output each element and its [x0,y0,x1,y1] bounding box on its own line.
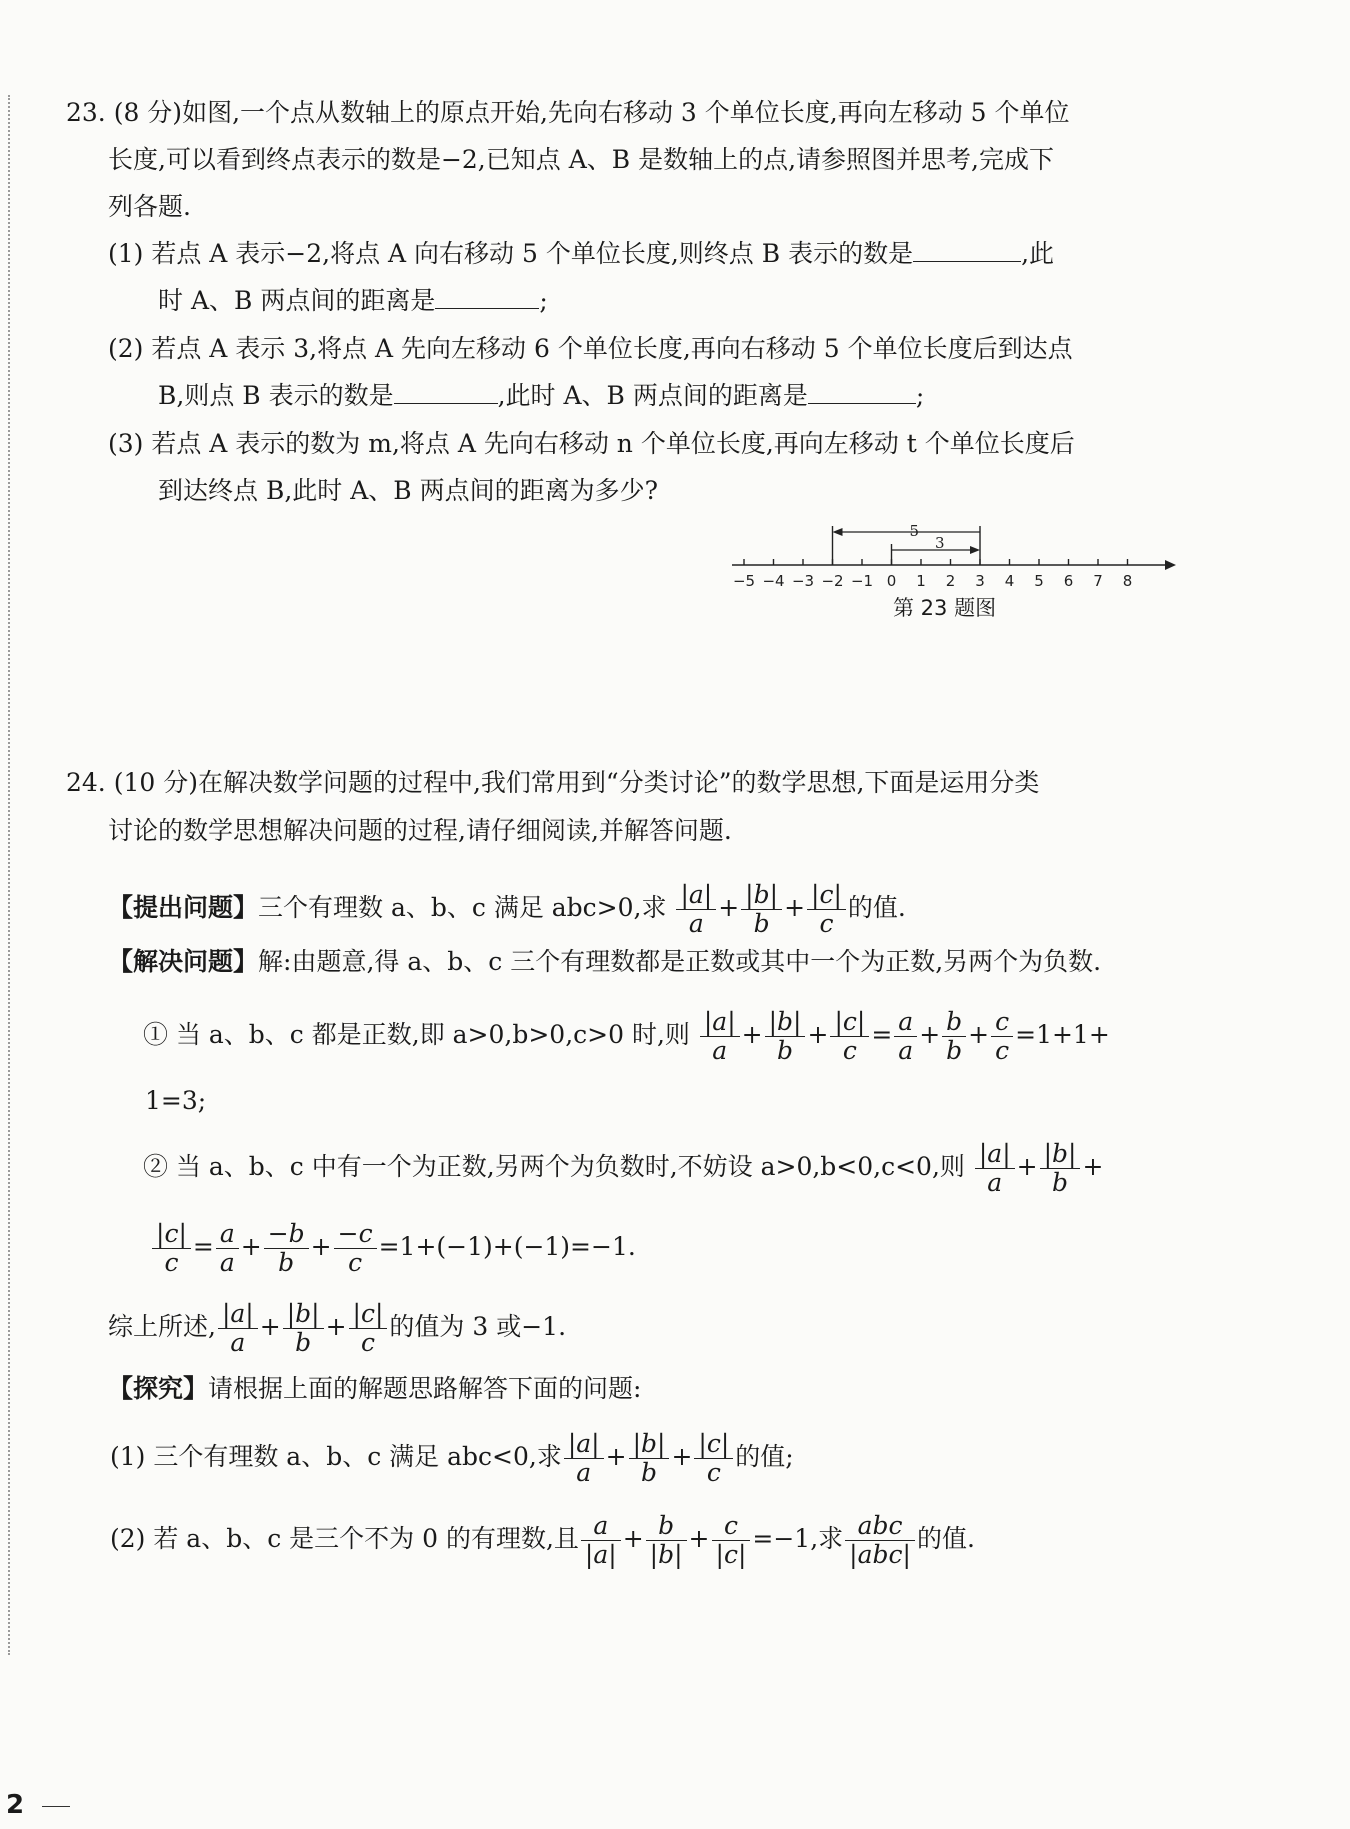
fraction: $\frac{|a|}{a}$ [975,1140,1015,1197]
fraction: $\frac{|c|}{c}$ [694,1430,733,1487]
q24-case1-line2: 1=3; [145,1086,207,1115]
arrow-5-head [833,528,843,536]
e2-text: (2) 若 a、b、c 是三个不为 0 的有理数,且 [110,1524,579,1553]
q24-line1: 24. (10 分)在解决数学问题的过程中,我们常用到“分类讨论”的数学思想,下面是运用分类 [66,768,1040,797]
q23-part1-text: (1) 若点 A 表示−2,将点 A 向右移动 5 个单位长度,则终点 B 表示的数是 [108,239,914,268]
tick-label: −5 [732,572,756,590]
fraction: $\frac{-b}{b}$ [264,1220,309,1277]
figure-caption: 第 23 题图 [893,596,997,620]
tick-label: 5 [1034,572,1044,590]
e1-text: (1) 三个有理数 a、b、c 满足 abc<0,求 [110,1442,562,1471]
solve-label: 【解决问题】 [108,947,259,976]
fraction-abs-b-over-b: $\frac{|b|}{b}$ [741,881,782,938]
fraction: $\frac{-c}{c}$ [334,1220,377,1277]
page-number-dash [42,1806,70,1807]
fraction: $\frac{a}{a}$ [216,1220,239,1277]
fraction: $\frac{|b|}{b}$ [629,1430,670,1487]
q23-line2: 长度,可以看到终点表示的数是−2,已知点 A、B 是数轴上的点,请参照图并思考,完成下 [108,145,1054,174]
fraction: $\frac{|a|}{a}$ [218,1300,258,1357]
answer-blank[interactable] [394,381,498,404]
fraction: $\frac{|c|}{c}$ [830,1008,869,1065]
fraction: $\frac{c}{|c|}$ [712,1512,751,1569]
case1-text: ① 当 a、b、c 都是正数,即 a>0,b>0,c>0 时,则 [143,1020,690,1049]
answer-blank[interactable] [808,381,916,404]
q24-case2-line2: $\frac{|c|}{c}$ = $\frac{a}{a}$ + $\frac{-b}{b}$ + $\frac{-c}{c}$ =1+(−1)+(−1)=−1. [150,1220,636,1277]
q23-part3-line1: (3) 若点 A 表示的数为 m,将点 A 先向右移动 n 个单位长度,再向左移动 t 个单位长度后 [108,429,1075,458]
q24-explore-part2: (2) 若 a、b、c 是三个不为 0 的有理数,且 $\frac{a}{|a|}$ + $\frac{b}{|b|}$ + $\frac{c}{|c|}$ =−1,求 $\frac{\text{abc}}{\text{|abc|}}$ 的值. [110,1511,975,1569]
q24-pose-problem: 【提出问题】三个有理数 a、b、c 满足 abc>0,求 $\frac{|a|}{a}$ + $\frac{|b|}{b}$ + $\frac{|c|}{c}$ 的值. [108,880,906,938]
tick-label: 7 [1093,572,1103,590]
tick-label: 0 [886,572,897,590]
summary-text: 综上所述, [108,1312,216,1341]
summary-end: 的值为 3 或−1. [389,1312,567,1341]
tick-label: −4 [762,572,785,590]
arrow-3-label: 3 [934,534,945,552]
tick-label: 1 [916,572,926,590]
q24-explore-part1: (1) 三个有理数 a、b、c 满足 abc<0,求 $\frac{|a|}{a}$ + $\frac{|b|}{b}$ + $\frac{|c|}{c}$ 的值; [110,1429,794,1487]
q23-part1-line1 [108,237,1054,271]
fraction: $\frac{|b|}{b}$ [765,1008,806,1065]
tick-label: −2 [821,572,844,590]
fraction: $\frac{|c|}{c}$ [349,1300,388,1357]
tick-label: 4 [1004,572,1015,590]
solve-text: 解:由题意,得 a、b、c 三个有理数都是正数或其中一个为正数,另两个为负数. [258,947,1102,976]
case1-tail: =1+1+ [1015,1020,1110,1049]
tick-label: 6 [1063,572,1074,590]
q24-explore [108,1372,641,1406]
q23-part2-end: ; [915,381,925,410]
tick-label: 8 [1122,572,1133,590]
q23-part1-end: ; [539,286,548,315]
fraction-abs-c-over-c: $\frac{|c|}{c}$ [807,881,846,938]
tick-label: 2 [945,572,956,590]
page-number: 2 [6,1790,25,1820]
axis-arrowhead [1165,560,1176,570]
fraction: $\frac{|b|}{b}$ [283,1300,324,1357]
fraction: $\frac{|b|}{b}$ [1040,1140,1081,1197]
fraction: $\frac{b}{b}$ [942,1008,966,1065]
q24-case1: ① 当 a、b、c 都是正数,即 a>0,b>0,c>0 时,则 $\frac{|a|}{a}$ + $\frac{|b|}{b}$ + $\frac{|c|}{c}$ = $\frac{a}{a}$ + $\frac{b}{b}$ + $\frac{c}{c}$ =1+1+ [143,1007,1110,1065]
q24-case2: ② 当 a、b、c 中有一个为正数,另两个为负数时,不妨设 a>0,b<0,c<0,则 $\frac{|a|}{a}$ + $\frac{|b|}{b}$ + [143,1139,1104,1197]
tick-label: −3 [791,572,815,590]
pose-end: 的值. [847,893,906,922]
tick-label: −1 [850,572,874,590]
q23-part2-mid: ,此时 A、B 两点间的距离是 [497,381,808,410]
fraction: $\frac{|a|}{a}$ [700,1008,740,1065]
q24-line2: 讨论的数学思想解决问题的过程,请仔细阅读,并解答问题. [108,816,732,845]
arrow-3-head [970,546,980,554]
q24-summary: 综上所述, $\frac{|a|}{a}$ + $\frac{|b|}{b}$ + $\frac{|c|}{c}$ 的值为 3 或−1. [108,1299,567,1357]
number-line-figure [720,520,1180,590]
q23-line1: 23. (8 分)如图,一个点从数轴上的原点开始,先向右移动 3 个单位长度,再向左移动 5 个单位 [66,98,1070,127]
q23-part2-text: B,则点 B 表示的数是 [158,381,394,410]
number-line [732,522,1176,590]
fraction: $\frac{|a|}{a}$ [564,1430,604,1487]
q23-part1-line2 [158,284,548,318]
pose-label: 【提出问题】 [108,893,259,922]
q23-part3-line2: 到达终点 B,此时 A、B 两点间的距离为多少? [158,476,658,505]
case2-text: ② 当 a、b、c 中有一个为正数,另两个为负数时,不妨设 a>0,b<0,c<0,则 [143,1152,965,1181]
e2-end: 的值. [916,1524,975,1553]
fraction: $\frac{\text{abc}}{\text{|abc|}}$ [845,1512,915,1569]
answer-blank[interactable] [913,239,1021,262]
fraction: $\frac{a}{a}$ [894,1008,917,1065]
e1-end: 的值; [735,1442,794,1471]
e2-mid: =−1,求 [752,1524,844,1553]
q23-part1-text2: 时 A、B 两点间的距离是 [158,286,436,315]
arrow-5-label: 5 [909,522,920,540]
pose-text: 三个有理数 a、b、c 满足 abc>0,求 [258,893,667,922]
q23-part2-line2 [158,379,924,413]
q23-line3: 列各题. [108,192,191,221]
fraction-abs-a-over-a: $\frac{|a|}{a}$ [676,881,716,938]
explore-label: 【探究】 [108,1374,209,1403]
case2-tail: =1+(−1)+(−1)=−1. [378,1232,636,1261]
fraction: $\frac{c}{c}$ [991,1008,1013,1065]
q24-solve-problem [108,945,1101,979]
q23-part2-line1: (2) 若点 A 表示 3,将点 A 先向左移动 6 个单位长度,再向右移动 5 个单位长度后到达点 [108,334,1073,363]
fraction: $\frac{a}{|a|}$ [581,1512,621,1569]
q23-part1-tail: ,此 [1021,239,1055,268]
tick-label: 3 [975,572,985,590]
explore-text: 请根据上面的解题思路解答下面的问题: [208,1374,642,1403]
binding-margin-line [8,95,10,1655]
fraction: $\frac{b}{|b|}$ [646,1512,687,1569]
answer-blank[interactable] [435,286,539,309]
fraction: $\frac{|c|}{c}$ [152,1220,191,1277]
